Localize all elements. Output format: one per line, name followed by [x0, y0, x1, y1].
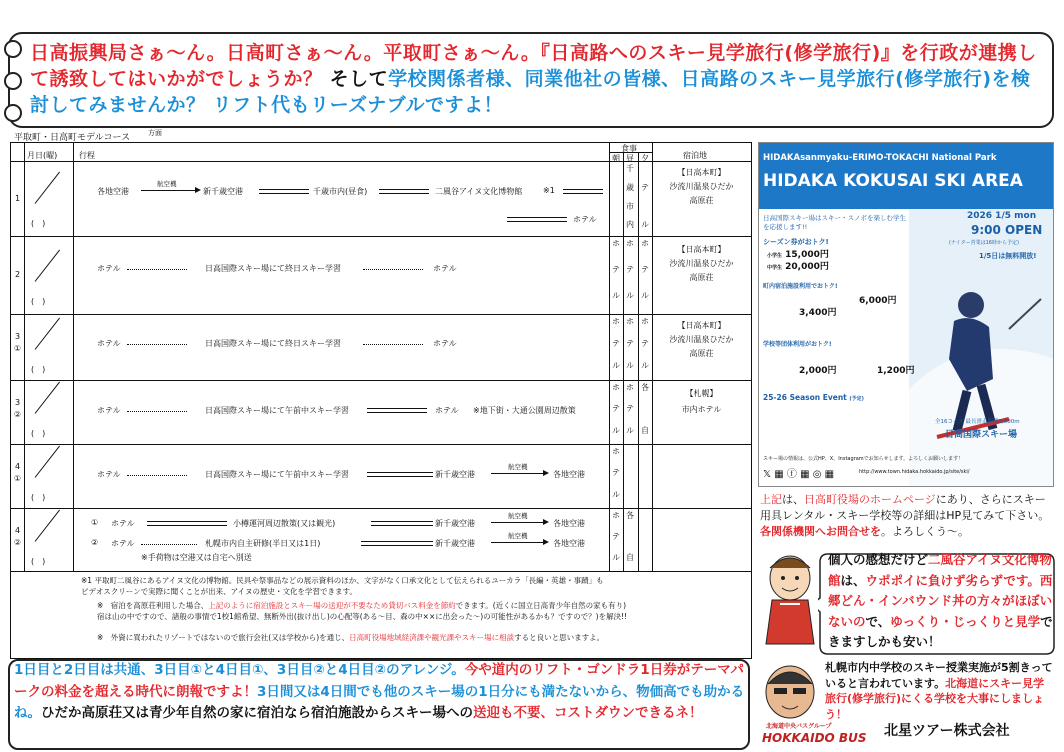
poster-url[interactable]: http://www.town.hidaka.hokkaido.jp/site/ski/ [859, 469, 970, 475]
itinerary-item: ホテル [111, 519, 135, 528]
itinerary-item: 航空機 [508, 512, 528, 520]
lodging-cell: 【札幌】 市内ホテル [681, 389, 722, 414]
itinerary-item: 新千歳空港 [435, 470, 475, 479]
qr-icon[interactable]: ▦ [800, 469, 810, 480]
sapporo-note: 札幌市内中学校のスキー授業実施が5割きっていると言われています。北海道にスキー見学旅行(修学旅行)にくる学校を大事にしましょう！ [825, 661, 1053, 721]
header-dinner: 夕 [641, 154, 649, 163]
note-3: ※ 外資に買われたリゾートではないので旅行会社(又は学校から)を通じ、日高町役場地域経済課や観光課やスキー場に相談すると良いと思いますよ。 [97, 633, 605, 642]
itinerary-item: 小樽運河周辺散策(又は観光) [233, 519, 336, 528]
poster-price: 3,400円 [799, 308, 837, 318]
hokkaido-bus-logo [760, 720, 878, 746]
poster-price: 6,000円 [859, 296, 897, 306]
meal-glyph: テ [626, 404, 634, 414]
itinerary-item: 各地空港 [553, 539, 585, 548]
itinerary-item: ※地下街・大通公園周辺散策 [473, 406, 576, 415]
poster-open: 9:00 OPEN [971, 223, 1043, 237]
lodging-cell: 【日高本町】 沙流川温泉ひだか 高原荘 [669, 245, 734, 282]
svg-text:HOKKAIDO BUS: HOKKAIDO BUS [762, 731, 867, 745]
header-itinerary: 行程 [79, 151, 95, 160]
date-placeholder: ( ) [31, 219, 46, 228]
meal-glyph: ホ [612, 511, 620, 520]
itinerary-item: ※1 [543, 186, 555, 195]
poster-school-label: 町内宿泊施設利用でおトク! [763, 283, 838, 290]
meal-glyph: ル [641, 291, 649, 300]
date-placeholder: ( ) [31, 493, 46, 502]
mascot-face-illustration [760, 664, 820, 720]
binder-ring-icon [4, 40, 22, 58]
meal-glyph: テ [641, 339, 649, 348]
itinerary-item: 新千歳空港 [435, 519, 475, 528]
itinerary-item: ホテル [111, 539, 135, 548]
meal-glyph: 自 [641, 425, 649, 435]
poster-support: 日高国際スキー場はスキー・スノボを楽しむ学生を応援します!! [763, 214, 906, 231]
itinerary-item: ※手荷物は空港又は自宅へ別送 [141, 553, 252, 562]
header-breakfast: 朝 [612, 154, 620, 163]
poster-night: (ナイター営業は16時から予定) [949, 240, 1019, 246]
meal-glyph: テ [641, 182, 649, 192]
poster-course: 全16コース 最長滑走距離3,000m [935, 419, 1020, 425]
poster-ski-area: 日高国際スキー場 [945, 430, 1018, 440]
itinerary-item: 日高国際スキー場にて午前中スキー学習 [205, 406, 349, 415]
meal-glyph: ホ [641, 239, 649, 248]
row-day: 2 [14, 270, 21, 279]
course-title: 平取町・日高町モデルコース [14, 133, 131, 143]
homepage-note: 上記は、日高町役場のホームページにあり、さらにスキー用具レンタル・スキー学校等の詳細はHP見てみて下さい。各関係機関へお問合せを。よろしくう～。 [760, 493, 1050, 538]
itinerary-item: 航空機 [508, 532, 528, 540]
itinerary-item: 新千歳空港 [435, 539, 475, 548]
itinerary-item: ホテル [97, 470, 121, 479]
itinerary-item: 日高国際スキー場にて終日スキー学習 [205, 264, 341, 273]
row-day: 3 ② [13, 398, 22, 419]
meal-glyph: テ [626, 265, 634, 274]
date-placeholder: ( ) [31, 365, 46, 374]
binder-ring-icon [4, 72, 22, 90]
poster-event-label: 25-26 Season Event (予定) [763, 393, 864, 402]
meal-glyph: ホ [612, 239, 620, 248]
row-day: 1 [14, 194, 21, 203]
poster-season-label: シーズン券がおトク! [763, 238, 829, 246]
poster-price: 2,000円 [799, 366, 837, 376]
row-day: 4 ② [13, 526, 22, 547]
banner-segment: 学校関係者様、同業他社の皆様、日高路のスキー見学旅行(修学旅行)を検討してみませんか？ リフト代もリーズナブルですよ！ [30, 68, 1031, 116]
poster-group-label: 学校等団体利用がおトク! [763, 341, 832, 348]
meal-glyph: ル [641, 361, 649, 370]
itinerary-item: 千歳市内(昼食) [313, 187, 368, 196]
meal-glyph: ル [641, 220, 649, 230]
itinerary-item: ホテル [573, 215, 597, 224]
x-icon[interactable]: 𝕏 [763, 469, 772, 480]
row-day: 4 ① [13, 462, 22, 483]
meal-glyph: テ [626, 339, 634, 348]
poster-free: 1/5日は無料開放! [979, 252, 1037, 260]
bottom-message: 1日目と2日目は共通、3日目①と4日目①、3日目②と4日目②のアレンジ。今や道内のリフト・ゴンドラ1日券がテーマパークの料金を超える時代に朗報ですよ！3日間又は4日間でも他のスキー場の1日分にも満たないから、物価高でも助かるね。ひだか高原荘又は青少年自然の家に宿泊なら宿泊施設からスキー場への送迎も不要、コストダウンできるネ！ [14, 662, 745, 721]
ski-area-poster [758, 142, 1054, 487]
itinerary-item: ① [91, 518, 99, 527]
itinerary-item: ホテル [97, 339, 121, 348]
poster-season-row: 小学生 15,000円 [767, 250, 829, 260]
meal-glyph: 千 [626, 164, 634, 173]
itinerary-item: 各地空港 [97, 187, 129, 196]
row-day: 3 ① [13, 332, 22, 353]
meal-glyph: テ [612, 404, 620, 414]
itinerary-item: 航空機 [157, 180, 177, 188]
meal-glyph: テ [612, 532, 620, 541]
bubble-text: 個人の感想だけど二風谷アイヌ文化博物館は、ウポポイに負けず劣らずです。西郷どん・インバウンド丼の方々がほぼいないので、ゆっくり・じっくりと見学できますしかも安い！ [828, 552, 1053, 649]
meal-glyph: 歳 [626, 182, 634, 192]
itinerary-item: 日高国際スキー場にて終日スキー学習 [205, 339, 341, 348]
poster-social-icons [763, 465, 834, 480]
svg-text:北海道中央バスグループ: 北海道中央バスグループ [766, 723, 832, 730]
itinerary-item: ② [91, 538, 99, 547]
qr-icon[interactable]: ▦ [774, 469, 784, 480]
itinerary-item: 航空機 [508, 463, 528, 471]
header-lodging: 宿泊地 [683, 151, 707, 160]
company-name: 北星ツアー株式会社 [884, 723, 1010, 739]
binder-ring-icon [4, 104, 22, 122]
meal-glyph: ホ [612, 447, 620, 456]
itinerary-item: 二風谷アイヌ文化博物館 [435, 187, 523, 196]
meal-glyph: 市 [626, 201, 634, 211]
banner-message [30, 40, 1040, 118]
meal-glyph: ル [612, 489, 620, 499]
meal-glyph: ホ [612, 317, 620, 326]
note-2: ※ 宿泊を高原荘利用した場合、上記のように宿泊施設とスキー場の送迎が不要なため貸切バス料金を節約できます。(近くに国立日高青少年自然の家も有り) 宿は山の中ですので、諸般の事情で1校1館希望、無断外出(抜け出し)の心配等(ある～目、森の中××に出会った～)の可能性があるかも？ですので？)を解決!! [97, 601, 628, 621]
course-direction: 方面 [148, 129, 162, 137]
itinerary-item: ホテル [433, 339, 457, 348]
banner-segment: 日高振興局さぁ〜ん。日高町さぁ〜ん。平取町さぁ〜ん。『日高路へのスキー見学旅行(修学旅行)』を行政が連携して誘致してはいかがでしょうか？ [30, 42, 1037, 90]
date-placeholder: ( ) [31, 557, 46, 566]
meal-glyph: 内 [626, 220, 634, 230]
header-day: 月日(曜) [27, 151, 58, 160]
note-1: ※1 平取町二風谷にあるアイヌ文化の博物館。民具や祭事品などの展示資料のほか、文字がなく口承文化として伝えられるユーカラ「長編・英雄・事蹟」もビデオスクリーンで実際に聞くことが出来、アイヌの歴史・文化を学習できます。 [81, 576, 604, 596]
meal-glyph: ル [626, 291, 634, 300]
itinerary-item: 各地空港 [553, 470, 585, 479]
meal-glyph: 自 [626, 553, 634, 562]
itinerary-item: 日高国際スキー場にて午前中スキー学習 [205, 470, 349, 479]
poster-date: 2026 1/5 mon [967, 211, 1037, 221]
meal-glyph: ホ [626, 383, 634, 392]
header-meal: 食事 [621, 144, 637, 153]
poster-subtitle: HIDAKAsanmyaku-ERIMO-TOKACHI National Park [763, 153, 997, 163]
poster-news: スキー場の情報は、公式HP、X、Instagramでお知らせします。よろしくお願いします！ [763, 456, 964, 462]
itinerary-item: ホテル [433, 264, 457, 273]
meal-glyph: ホ [612, 383, 620, 392]
facebook-icon[interactable]: ⓕ [786, 469, 797, 480]
meal-glyph: ル [612, 291, 620, 300]
poster-price: 1,200円 [877, 366, 915, 376]
meal-glyph: テ [612, 265, 620, 274]
lodging-cell: 【日高本町】 沙流川温泉ひだか 高原荘 [669, 168, 734, 205]
itinerary-item: ホテル [435, 406, 459, 415]
itinerary-item: 新千歳空港 [203, 187, 243, 196]
meal-glyph: ホ [626, 239, 634, 248]
meal-glyph: ル [612, 361, 620, 370]
meal-glyph: 各 [626, 511, 634, 520]
itinerary-item: ホテル [97, 406, 121, 415]
itinerary-item: 各地空港 [553, 519, 585, 528]
meal-glyph: テ [612, 339, 620, 348]
header-lunch: 昼 [626, 154, 634, 163]
itinerary-item: ホテル [97, 264, 121, 273]
schedule-table [10, 142, 752, 659]
instagram-icon[interactable]: ◎ [812, 469, 822, 480]
meal-glyph: テ [612, 468, 620, 478]
meal-glyph: テ [641, 265, 649, 274]
date-placeholder: ( ) [31, 297, 46, 306]
meal-glyph: ホ [626, 317, 634, 326]
date-placeholder: ( ) [31, 429, 46, 438]
itinerary-item: 札幌市内自主研修(半日又は1日) [205, 539, 321, 548]
meal-glyph: ホ [641, 317, 649, 326]
meal-glyph: ル [626, 361, 634, 370]
meal-glyph: ル [612, 425, 620, 435]
lodging-cell: 【日高本町】 沙流川温泉ひだか 高原荘 [669, 321, 734, 358]
poster-season-row: 中学生 20,000円 [767, 262, 829, 272]
banner-segment: そして [329, 68, 389, 90]
mascot-illustration [760, 548, 822, 652]
meal-glyph: ル [626, 425, 634, 435]
meal-glyph: 各 [641, 383, 649, 392]
meal-glyph: ル [612, 553, 620, 562]
poster-title: HIDAKA KOKUSAI SKI AREA [763, 171, 1023, 191]
qr-icon[interactable]: ▦ [824, 469, 835, 480]
